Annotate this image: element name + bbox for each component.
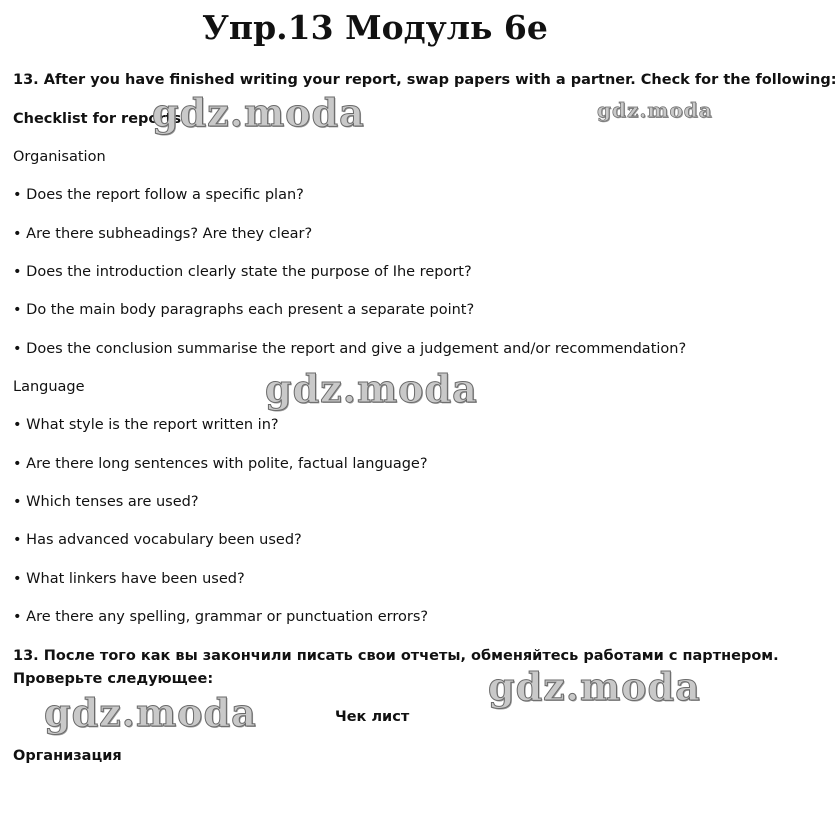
organisation-item: • Does the introduction clearly state the purpose of Ihe report? [13,264,472,280]
organisation-heading-ru: Организация [13,748,122,764]
checklist-title: Checklist for reports [13,111,182,127]
organisation-heading: Organisation [13,149,106,165]
checklist-title-ru: Чек лист [335,709,410,725]
organisation-item: • Are there subheadings? Are they clear? [13,226,313,242]
watermark-logo: gdz.moda [44,690,257,735]
task-text-ru-2: Проверьте следующее: [13,671,214,687]
page-title: Упр.13 Модуль 6е [202,8,548,47]
language-item: • Which tenses are used? [13,494,199,510]
watermark-logo: gdz.moda [488,664,701,709]
watermark-logo: gdz.moda [152,90,365,135]
organisation-item: • Do the main body paragraphs each present a separate point? [13,302,475,318]
language-heading: Language [13,379,85,395]
watermark-logo: gdz.moda [265,366,478,411]
language-item: • Has advanced vocabulary been used? [13,532,302,548]
language-item: • Are there long sentences with polite, factual language? [13,456,428,472]
language-item: • What linkers have been used? [13,571,245,587]
language-item: • What style is the report written in? [13,417,279,433]
organisation-item: • Does the report follow a specific plan? [13,187,304,203]
language-item: • Are there any spelling, grammar or punctuation errors? [13,609,429,625]
watermark-logo: gdz.moda [597,98,713,122]
task-text-en: 13. After you have finished writing your report, swap papers with a partner. Check for the following: [13,72,837,88]
organisation-item: • Does the conclusion summarise the report and give a judgement and/or recommendation? [13,341,687,357]
task-text-ru: 13. После того как вы закончили писать свои отчеты, обменяйтесь работами с партнером. [13,648,779,664]
